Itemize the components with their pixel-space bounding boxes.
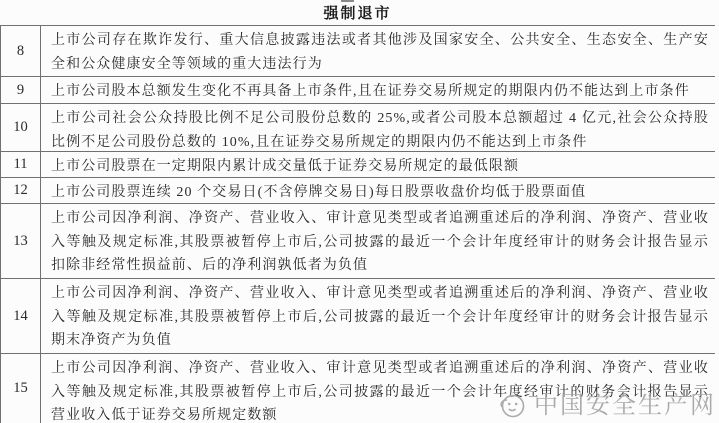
table-body: [0, 25, 715, 423]
table-row: [1, 151, 715, 177]
table-row: [1, 278, 715, 353]
row-text: 上市公司因净利润、净资产、营业收入、审计意见类型或者追溯重述后的净利润、净资产、营业收入等触及规定标准,其股票被暂停上市后,公司披露的最近一个会计年度经审计的财务会计报告显示期末净资产为负值: [51, 286, 709, 348]
row-text: 上市公司社会公众持股比例不足公司股份总数的 25%,或者公司股本总额超过 4 亿元,社会公众持股比例不足公司股份总数的 10%,且在证券交易所规定的期限内仍不能达到上市条件: [51, 111, 709, 150]
table-title: 强制退市: [323, 6, 392, 22]
row-text: 上市公司存在欺诈发行、重大信息披露违法或者其他涉及国家安全、公共安全、生态安全、生产安全和公众健康安全等领域的重大违法行为: [51, 33, 709, 72]
table-title-row: [0, 0, 715, 25]
row-number: 15: [1, 354, 41, 423]
row-text: 上市公司因净利润、净资产、营业收入、审计意见类型或者追溯重述后的净利润、净资产、营业收入等触及规定标准,其股票被暂停上市后,公司披露的最近一个会计年度经审计的财务会计报告显示营业收入低于证券交易所规定数额: [51, 361, 709, 423]
row-text: 上市公司股本总额发生变化不再具备上市条件,且在证券交易所规定的期限内仍不能达到上市条件: [51, 84, 690, 99]
row-number: 8: [1, 26, 41, 76]
row-number: 13: [1, 204, 41, 278]
table-row: [1, 103, 715, 151]
table-row: [1, 203, 715, 278]
row-text: 上市公司股票连续 20 个交易日(不含停牌交易日)每日股票收盘价均低于股票面值: [51, 185, 587, 200]
row-number: 10: [1, 104, 41, 151]
row-number: 14: [1, 279, 41, 353]
row-number: 11: [1, 152, 41, 177]
table-row: [1, 177, 715, 203]
row-text: 上市公司股票在一定期限内累计成交量低于证券交易所规定的最低限额: [51, 159, 520, 174]
table-row: [1, 76, 715, 103]
row-text: 上市公司因净利润、净资产、营业收入、审计意见类型或者追溯重述后的净利润、净资产、营业收入等触及规定标准,其股票被暂停上市后,公司披露的最近一个会计年度经审计的财务会计报告显示扣除非经常性损益前、后的净利润孰低者为负值: [51, 211, 709, 273]
row-number: 9: [1, 77, 41, 103]
watermark-text: 中国安全生产网: [534, 393, 716, 419]
row-number: 12: [1, 178, 41, 203]
china-safety-net-swirl-logo-icon: [497, 391, 527, 421]
table-row: [1, 25, 715, 76]
watermark: [497, 391, 716, 421]
